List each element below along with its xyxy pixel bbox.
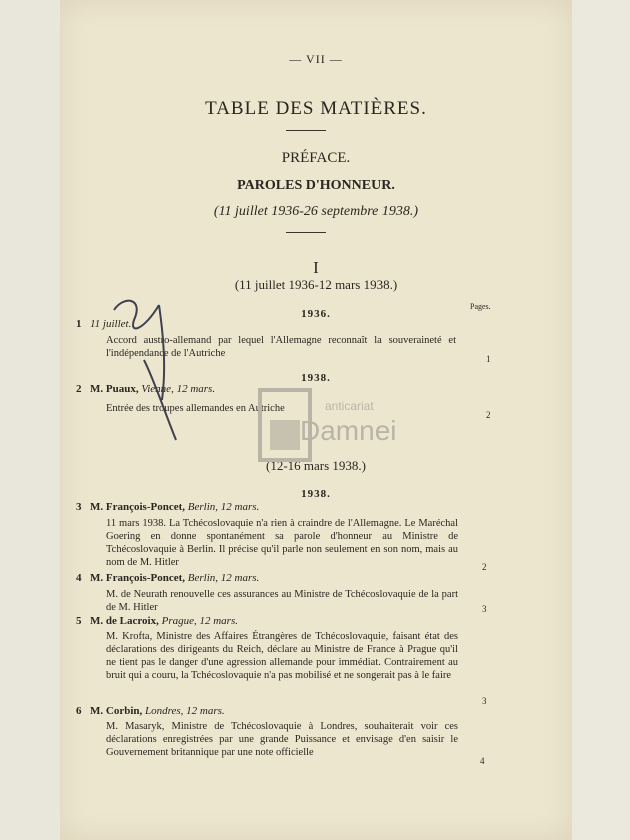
- entry-text: M. Masaryk, Ministre de Tchécoslovaquie à Londres, souhaiterait voir ces déclarations enregistrées par une grande Puissance et envisage d'en saisir le Gouvernement britannique par une note officielle: [106, 721, 458, 758]
- entry-page: 3: [482, 696, 487, 706]
- handwritten-mark-icon: [104, 290, 184, 450]
- watermark-logo-icon: [240, 380, 400, 490]
- entry-number: 1: [76, 318, 82, 330]
- entry-page: 3: [482, 604, 487, 614]
- entry-author: M. François-Poncet,: [90, 572, 185, 584]
- entry-head: [90, 501, 259, 513]
- entry-head: [90, 572, 259, 584]
- year-heading: 1938.: [301, 372, 331, 384]
- title-divider: [286, 130, 326, 131]
- section-dates: (11 juillet 1936-26 septembre 1938.): [213, 204, 419, 219]
- preface-heading: PRÉFACE.: [281, 150, 351, 166]
- document-page: [60, 0, 572, 840]
- entry-author: M. de Lacroix,: [90, 615, 159, 627]
- background-right: [570, 0, 630, 840]
- entry-page: 2: [486, 410, 491, 420]
- entry-place: Berlin, 12 mars.: [187, 501, 260, 513]
- entry-page: 1: [486, 354, 491, 364]
- page-title: TABLE DES MATIÈRES.: [205, 98, 427, 119]
- page-number: — VII —: [289, 52, 343, 66]
- entry-text: Entrée des troupes allemandes en Autriche: [106, 403, 285, 414]
- entry-place: Berlin, 12 mars.: [187, 572, 260, 584]
- entry-author: M. Corbin,: [90, 705, 143, 717]
- subpart-dates: (12-16 mars 1938.): [265, 458, 366, 473]
- part-numeral: I: [313, 258, 319, 277]
- section-divider: [286, 232, 326, 233]
- entry-place: Prague, 12 mars.: [161, 615, 238, 627]
- entry-head: [90, 615, 238, 627]
- entry-number: 2: [76, 383, 82, 395]
- entry-number: 5: [76, 615, 82, 627]
- year-heading: 1938.: [301, 488, 331, 500]
- entry-number: 6: [76, 705, 82, 717]
- entry-number: 4: [76, 572, 82, 584]
- background-left: [0, 0, 62, 840]
- entry-text: Accord austro-allemand par lequel l'Allemagne reconnaît la souveraineté et l'indépendance de l'Autriche: [106, 335, 456, 359]
- entry-author: M. François-Poncet,: [90, 501, 185, 513]
- pages-label: Pages.: [470, 302, 491, 311]
- watermark: [240, 380, 400, 490]
- svg-text:Damnei: Damnei: [300, 415, 397, 446]
- entry-text: M. de Neurath renouvelle ces assurances au Ministre de Tchécoslovaquie de la part de M. Hitler: [106, 589, 458, 613]
- entry-text: M. Krofta, Ministre des Affaires Étrangères de Tchécoslovaquie, faisant état des déclarations des dirigeants du Reich, déclare au Ministre de France à Prague qu'il ne tient pas le danger d'une agression allemande pour immédiat. Contrairement au bruit qui a couru, la Tchécoslovaquie n'a pas mobilisé et ne songerait pas à le faire: [106, 631, 458, 681]
- entry-place: Vienne, 12 mars.: [141, 383, 216, 395]
- entry-text: 11 mars 1938. La Tchécoslovaquie n'a rien à craindre de l'Allemagne. Le Maréchal Goering en donne spontanément sa parole d'honneur au Ministre de Tchécoslovaquie à Berlin. Il précise qu'il parle non seulement en son nom, mais au nom de M. Hitler: [106, 518, 458, 568]
- part-dates: (11 juillet 1936-12 mars 1938.): [234, 277, 398, 292]
- svg-text:anticariat: anticariat: [325, 399, 374, 413]
- entry-number: 3: [76, 501, 82, 513]
- entry-page: 2: [482, 562, 487, 572]
- entry-author: M. Puaux,: [90, 383, 139, 395]
- year-heading: 1936.: [301, 308, 331, 320]
- entry-head: [90, 705, 225, 717]
- entry-place: Londres, 12 mars.: [145, 705, 225, 717]
- entry-page: 4: [480, 756, 485, 766]
- section-title: PAROLES D'HONNEUR.: [237, 178, 395, 193]
- entry-date: 11 juillet.: [90, 318, 132, 330]
